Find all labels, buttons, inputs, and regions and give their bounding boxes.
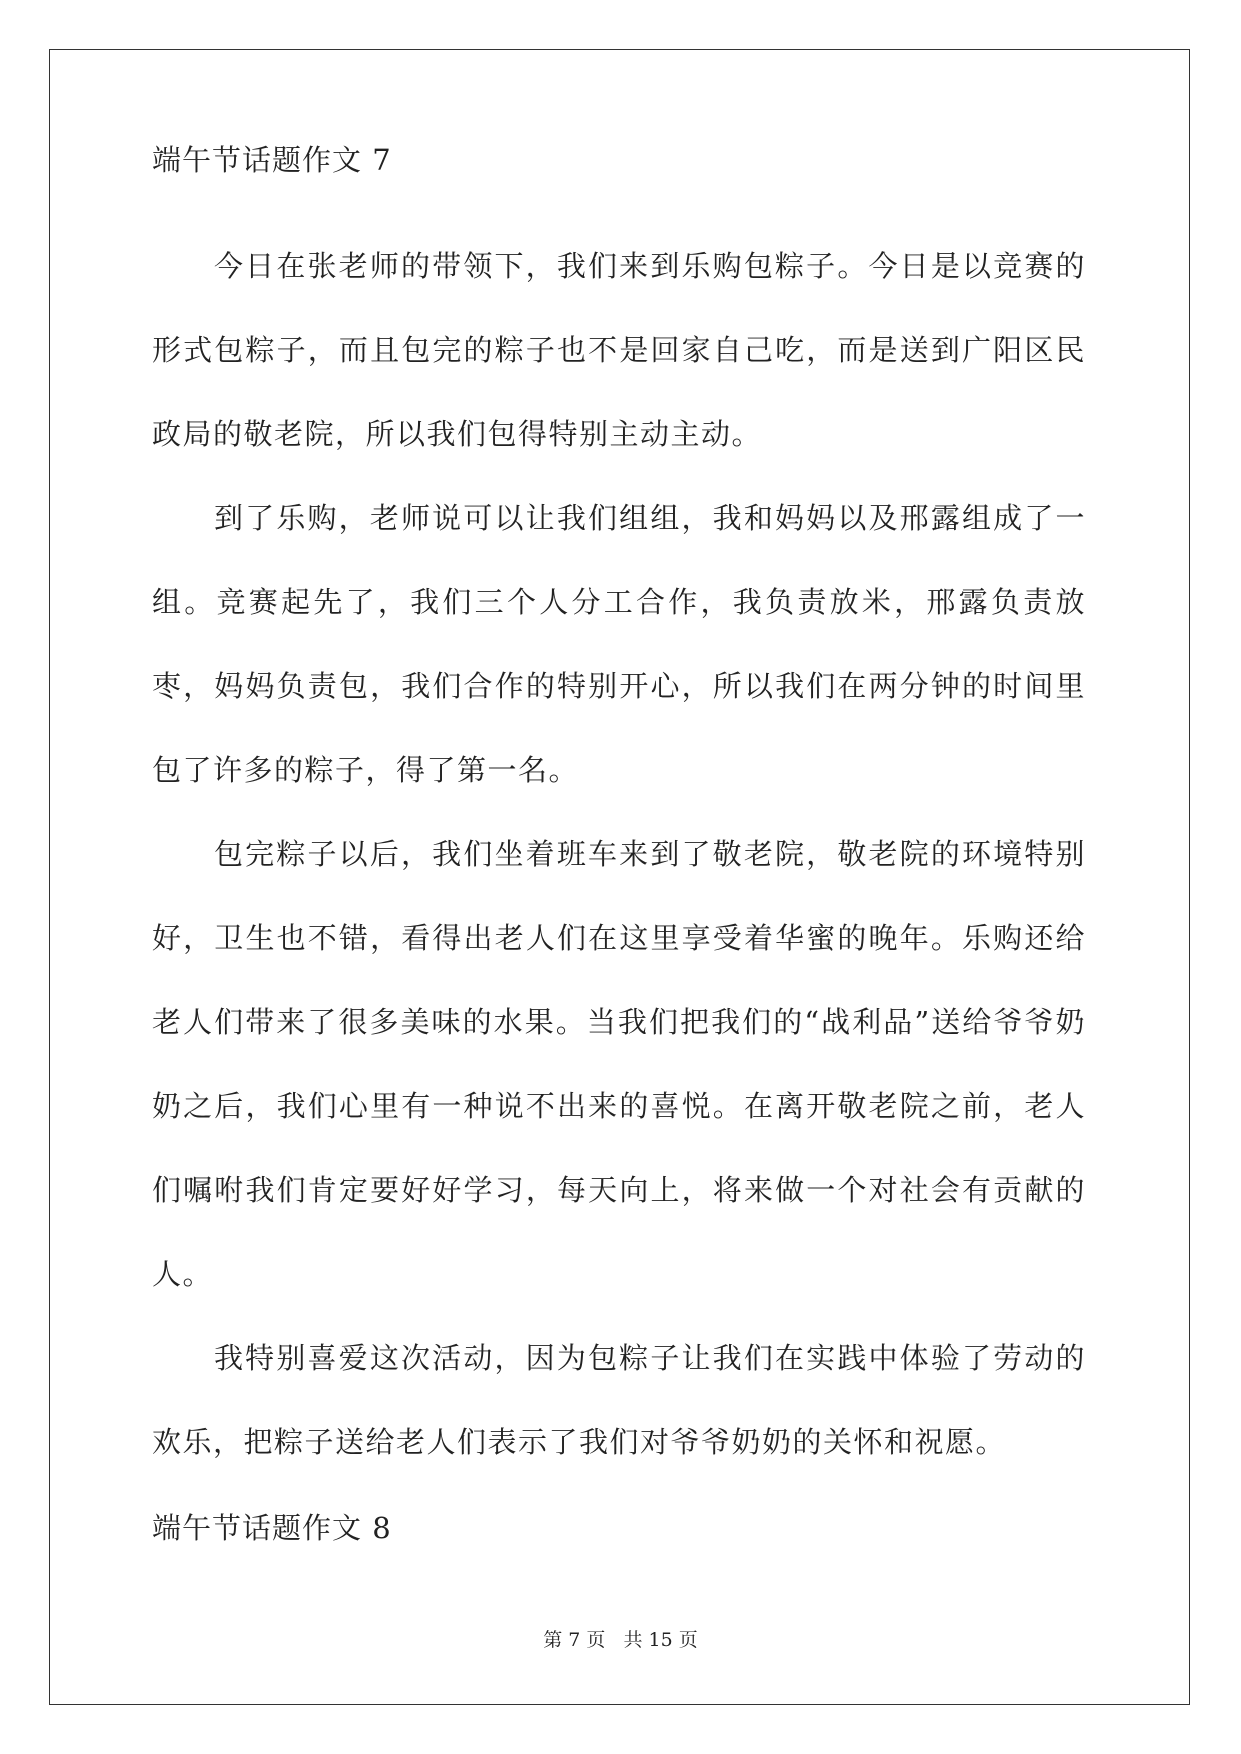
paragraph-4: 我特别喜爱这次活动，因为包粽子让我们在实践中体验了劳动的欢乐，把粽子送给老人们表示了我们对爷爷奶奶的关怀和祝愿。: [152, 1341, 1086, 1459]
page-footer: [0, 1628, 1241, 1652]
paragraph-2: 到了乐购，老师说可以让我们组组，我和妈妈以及邢露组成了一组。竞赛起先了，我们三个人分工合作，我负责放米，邢露负责放枣，妈妈负责包，我们合作的特别开心，所以我们在两分钟的时间里包了许多的粽子，得了第一名。: [152, 501, 1086, 787]
document-body: [152, 140, 1086, 1548]
paragraph-1: 今日在张老师的带领下，我们来到乐购包粽子。今日是以竞赛的形式包粽子，而且包完的粽子也不是回家自己吃，而是送到广阳区民政局的敬老院，所以我们包得特别主动主动。: [152, 249, 1086, 451]
paragraph-3: 包完粽子以后，我们坐着班车来到了敬老院，敬老院的环境特别好，卫生也不错，看得出老人们在这里享受着华蜜的晚年。乐购还给老人们带来了很多美味的水果。当我们把我们的“战利品”送给爷爷奶奶之后，我们心里有一种说不出来的喜悦。在离开敬老院之前，老人们嘱咐我们肯定要好好学习，每天向上，将来做一个对社会有贡献的人。: [152, 837, 1086, 1291]
section-heading-8: 端午节话题作文 8: [152, 1511, 392, 1545]
total-pages: 共 15 页: [623, 1629, 698, 1651]
page-number: 第 7 页: [543, 1629, 606, 1651]
section-heading-7: 端午节话题作文 7: [152, 143, 392, 177]
